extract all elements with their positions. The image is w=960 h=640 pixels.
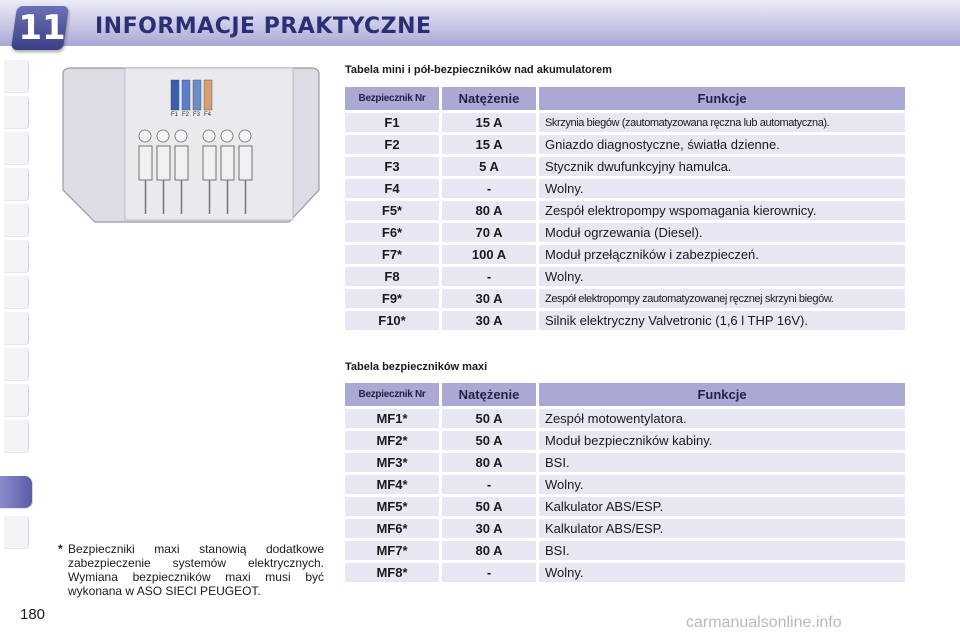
fuse-label-f4: F4 — [204, 112, 212, 118]
table-row — [345, 563, 905, 582]
mini-fuse-strip — [204, 80, 212, 110]
maxi-fuse-body — [221, 146, 234, 180]
table-header-row — [345, 383, 905, 406]
fuse-number: F7* — [345, 245, 439, 264]
maxi-fuse-body — [157, 146, 170, 180]
page-number: 180 — [20, 606, 46, 623]
fuse-amperage: - — [439, 267, 536, 286]
chapter-tab[interactable] — [4, 168, 29, 201]
fuse-number: F2 — [345, 135, 439, 154]
col-header-fuse-nr: Bezpiecznik Nr — [345, 383, 439, 406]
fuse-number: F3 — [345, 157, 439, 176]
table-row — [345, 201, 905, 220]
fuse-number: F10* — [345, 311, 439, 330]
table-row — [345, 519, 905, 538]
table-row — [345, 135, 905, 154]
fuse-amperage: 100 A — [439, 245, 536, 264]
fuse-amperage: - — [439, 563, 536, 582]
mini-fuse-table-title: Tabela mini i pół-bezpieczników nad akumulatorem — [345, 64, 612, 76]
maxi-fuse-body — [239, 146, 252, 180]
table-row — [345, 431, 905, 450]
footnote — [58, 542, 324, 598]
fuse-function: Zespół elektropompy zautomatyzowanej ręcznej skrzyni biegów. — [536, 289, 905, 308]
maxi-fuse-terminal — [239, 130, 251, 142]
table-row — [345, 179, 905, 198]
fuse-label-f1: F1 — [171, 112, 179, 118]
chapter-tab[interactable] — [4, 60, 29, 93]
maxi-fuse-terminal — [221, 130, 233, 142]
fuse-amperage: 30 A — [439, 311, 536, 330]
col-header-amperage: Natężenie — [439, 383, 536, 406]
maxi-fuse-terminal — [157, 130, 169, 142]
chapter-tab[interactable] — [4, 312, 29, 345]
fuse-function: Wolny. — [536, 179, 905, 198]
fuse-number: MF4* — [345, 475, 439, 494]
fuse-function: Moduł przełączników i zabezpieczeń. — [536, 245, 905, 264]
watermark: carmanualsonline.info — [686, 614, 842, 631]
fuse-number: F4 — [345, 179, 439, 198]
fuse-function: Skrzynia biegów (zautomatyzowana ręczna lub automatyczna). — [536, 113, 905, 132]
fuse-function: Stycznik dwufunkcyjny hamulca. — [536, 157, 905, 176]
page-title: INFORMACJE PRAKTYCZNE — [95, 14, 432, 39]
fuse-function: Gniazdo diagnostyczne, światła dzienne. — [536, 135, 905, 154]
fuse-number: F5* — [345, 201, 439, 220]
fuse-amperage: 80 A — [439, 453, 536, 472]
fuse-function: BSI. — [536, 453, 905, 472]
mini-fuse-table — [345, 84, 905, 333]
fuse-number: MF3* — [345, 453, 439, 472]
fuse-function: Moduł ogrzewania (Diesel). — [536, 223, 905, 242]
fuse-number: MF2* — [345, 431, 439, 450]
col-header-amperage: Natężenie — [439, 87, 536, 110]
table-row — [345, 453, 905, 472]
chapter-tab[interactable] — [4, 204, 29, 237]
footnote-marker: * — [58, 542, 63, 556]
fuse-function: Silnik elektryczny Valvetronic (1,6 l THP 16V). — [536, 311, 905, 330]
fuse-function: Kalkulator ABS/ESP. — [536, 497, 905, 516]
maxi-fuse-terminal — [175, 130, 187, 142]
chapter-tab-active[interactable] — [0, 476, 33, 509]
table-row — [345, 245, 905, 264]
fuse-number: F8 — [345, 267, 439, 286]
fuse-amperage: 50 A — [439, 409, 536, 428]
chapter-number: 11 — [18, 8, 66, 48]
fuse-function: Wolny. — [536, 267, 905, 286]
table-row — [345, 541, 905, 560]
chapter-tab[interactable] — [4, 96, 29, 129]
fuse-box-diagram — [57, 64, 325, 224]
fuse-amperage: 50 A — [439, 431, 536, 450]
fuse-amperage: 30 A — [439, 289, 536, 308]
chapter-tab[interactable] — [4, 384, 29, 417]
col-header-function: Funkcje — [536, 383, 905, 406]
col-header-fuse-nr: Bezpiecznik Nr — [345, 87, 439, 110]
table-row — [345, 267, 905, 286]
fuse-amperage: - — [439, 179, 536, 198]
fuse-amperage: 80 A — [439, 201, 536, 220]
table-row — [345, 475, 905, 494]
fuse-function: Kalkulator ABS/ESP. — [536, 519, 905, 538]
maxi-fuse-body — [139, 146, 152, 180]
fuse-number: MF7* — [345, 541, 439, 560]
table-row — [345, 289, 905, 308]
chapter-tab[interactable] — [4, 132, 29, 165]
fuse-number: MF1* — [345, 409, 439, 428]
chapter-tab[interactable] — [4, 420, 29, 453]
fuse-amperage: 5 A — [439, 157, 536, 176]
footnote-text: Bezpieczniki maxi stanowią dodatkowe zabezpieczenie systemów elektrycznych. Wymiana bezpieczników maxi musi być wykonana w ASO SIECI PEUGEOT. — [68, 542, 324, 598]
fuse-amperage: - — [439, 475, 536, 494]
fuse-number: F6* — [345, 223, 439, 242]
table-row — [345, 311, 905, 330]
fuse-number: MF5* — [345, 497, 439, 516]
fuse-amperage: 50 A — [439, 497, 536, 516]
fuse-amperage: 30 A — [439, 519, 536, 538]
fuse-function: Moduł bezpieczników kabiny. — [536, 431, 905, 450]
fuse-function: BSI. — [536, 541, 905, 560]
chapter-tab[interactable] — [4, 240, 29, 273]
fuse-amperage: 15 A — [439, 135, 536, 154]
table-row — [345, 157, 905, 176]
maxi-fuse-table — [345, 380, 905, 585]
maxi-fuse-terminal — [203, 130, 215, 142]
maxi-fuse-body — [175, 146, 188, 180]
fuse-function: Zespół elektropompy wspomagania kierownicy. — [536, 201, 905, 220]
maxi-fuse-terminal — [139, 130, 151, 142]
chapter-tab[interactable] — [4, 276, 29, 309]
mini-fuse-strip — [182, 80, 190, 110]
fuse-function: Wolny. — [536, 475, 905, 494]
fuse-number: F9* — [345, 289, 439, 308]
chapter-tab[interactable] — [4, 348, 29, 381]
table-header-row — [345, 87, 905, 110]
fuse-function: Zespół motowentylatora. — [536, 409, 905, 428]
chapter-tab[interactable] — [4, 516, 29, 549]
fuse-label-f3: F3 — [193, 112, 201, 118]
fuse-number: MF6* — [345, 519, 439, 538]
table-row — [345, 113, 905, 132]
col-header-function: Funkcje — [536, 87, 905, 110]
fuse-function: Wolny. — [536, 563, 905, 582]
fuse-amperage: 70 A — [439, 223, 536, 242]
table-row — [345, 497, 905, 516]
fuse-amperage: 80 A — [439, 541, 536, 560]
maxi-fuse-table-title: Tabela bezpieczników maxi — [345, 361, 488, 373]
fuse-amperage: 15 A — [439, 113, 536, 132]
chapter-tabs — [0, 60, 32, 580]
fuse-number: F1 — [345, 113, 439, 132]
table-row — [345, 409, 905, 428]
mini-fuse-strip — [193, 80, 201, 110]
fuse-number: MF8* — [345, 563, 439, 582]
mini-fuse-strip — [171, 80, 179, 110]
table-row — [345, 223, 905, 242]
fuse-label-f2: F2 — [182, 112, 190, 118]
maxi-fuse-body — [203, 146, 216, 180]
